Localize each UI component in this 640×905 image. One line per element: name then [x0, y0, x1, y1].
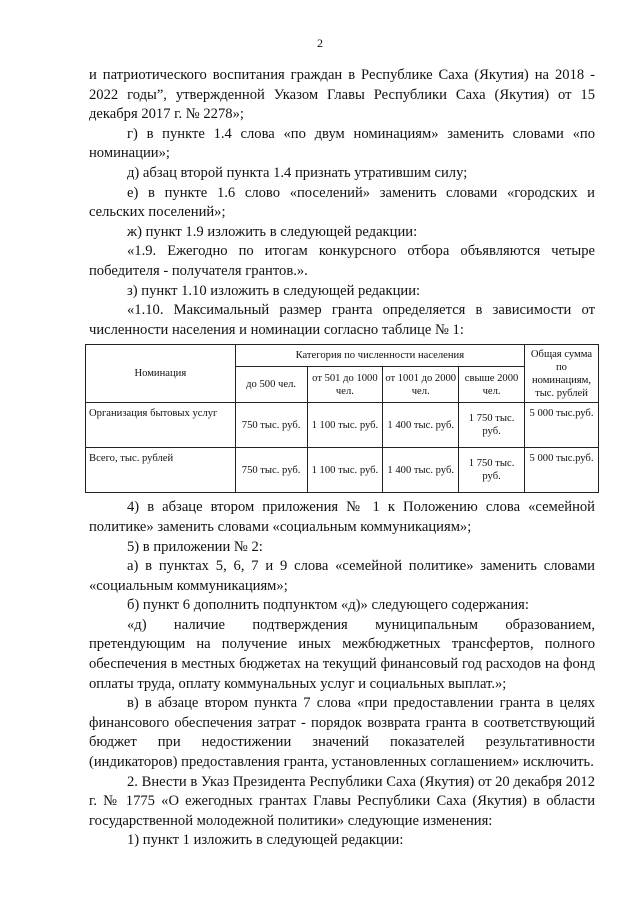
table-row — [86, 403, 599, 448]
paragraph: 4) в абзаце втором приложения № 1 к Положению слова «семейной политике» заменить словами «социальным коммуникациям»; — [89, 499, 595, 535]
row-name: Организация бытовых услуг — [86, 403, 236, 448]
table-row — [86, 448, 599, 493]
document-body — [89, 66, 595, 851]
table-cell: 1 400 тыс. руб. — [383, 448, 459, 493]
table-cell: 1 750 тыс. руб. — [459, 448, 525, 493]
paragraph: д) абзац второй пункта 1.4 признать утратившим силу; — [127, 164, 468, 181]
paragraph: е) в пункте 1.6 слово «поселений» заменить словами «городских и сельских поселений»; — [89, 184, 595, 221]
paragraph: и патриотического воспитания граждан в Республике Саха (Якутия) на 2018 - 2022 годы”, утвержденной Указом Главы Республики Саха (Якутия) от 15 декабря 2017 г. № 2278»; — [89, 67, 595, 123]
column-header: свыше 2000 чел. — [459, 367, 525, 403]
paragraph: а) в пунктах 5, 6, 7 и 9 слова «семейной политике» заменить словами «социальным коммуникациям»; — [89, 558, 595, 594]
paragraph: б) пункт 6 дополнить подпунктом «д)» следующего содержания: — [127, 597, 529, 614]
paragraph: 2. Внести в Указ Президента Республики Саха (Якутия) от 20 декабря 2012 г. № 1775 «О ежегодных грантах Главы Республики Саха (Якутия) в области государственной молодежной политики» следующие изменения: — [89, 773, 595, 829]
page-number: 2 — [317, 36, 323, 50]
header-category: Категория по численности населения — [235, 345, 524, 367]
paragraph: в) в абзаце втором пункта 7 слова «при предоставлении гранта в целях финансового обеспечения затрат - порядок возврата гранта в соответствующий бюджет при недостижении значений показателей результативности (индикаторов) предоставления гранта, установленных соглашением» исключить. — [89, 695, 595, 771]
header-nomination: Номинация — [86, 345, 236, 403]
paragraph: «д) наличие подтверждения муниципальным образованием, претендующим на получение иных межбюджетных трансфертов, полного обеспечения в местных бюджетах на текущий финансовый год расходов на фонд оплаты труда, оплату коммунальных услуг и социальных выплат.»; — [89, 616, 595, 692]
paragraph: ж) пункт 1.9 изложить в следующей редакции: — [127, 223, 418, 240]
column-header: до 500 чел. — [235, 367, 307, 403]
paragraph: 5) в приложении № 2: — [127, 538, 263, 555]
column-header: от 1001 до 2000 чел. — [383, 367, 459, 403]
paragraph: г) в пункте 1.4 слова «по двум номинациям» заменить словами «по номинации»; — [89, 125, 595, 162]
table-cell: 750 тыс. руб. — [235, 403, 307, 448]
paragraph: «1.9. Ежегодно по итогам конкурсного отбора объявляются четыре победителя - получателя грантов.». — [89, 243, 595, 279]
paragraph: 1) пункт 1 изложить в следующей редакции: — [127, 832, 404, 849]
row-total: 5 000 тыс.руб. — [525, 403, 599, 448]
row-total: 5 000 тыс.руб. — [525, 448, 599, 493]
table-cell: 1 400 тыс. руб. — [383, 403, 459, 448]
table-cell: 1 750 тыс. руб. — [459, 403, 525, 448]
grant-table — [85, 344, 599, 493]
paragraph: з) пункт 1.10 изложить в следующей редакции: — [127, 282, 421, 299]
header-total: Общая сумма по номинациям, тыс. рублей — [525, 345, 599, 403]
column-header: от 501 до 1000 чел. — [307, 367, 383, 403]
table-cell: 750 тыс. руб. — [235, 448, 307, 493]
paragraph: «1.10. Максимальный размер гранта определяется в зависимости от численности населения и номинации согласно таблице № 1: — [89, 302, 595, 338]
table-cell: 1 100 тыс. руб. — [307, 403, 383, 448]
table-cell: 1 100 тыс. руб. — [307, 448, 383, 493]
row-name: Всего, тыс. рублей — [86, 448, 236, 493]
